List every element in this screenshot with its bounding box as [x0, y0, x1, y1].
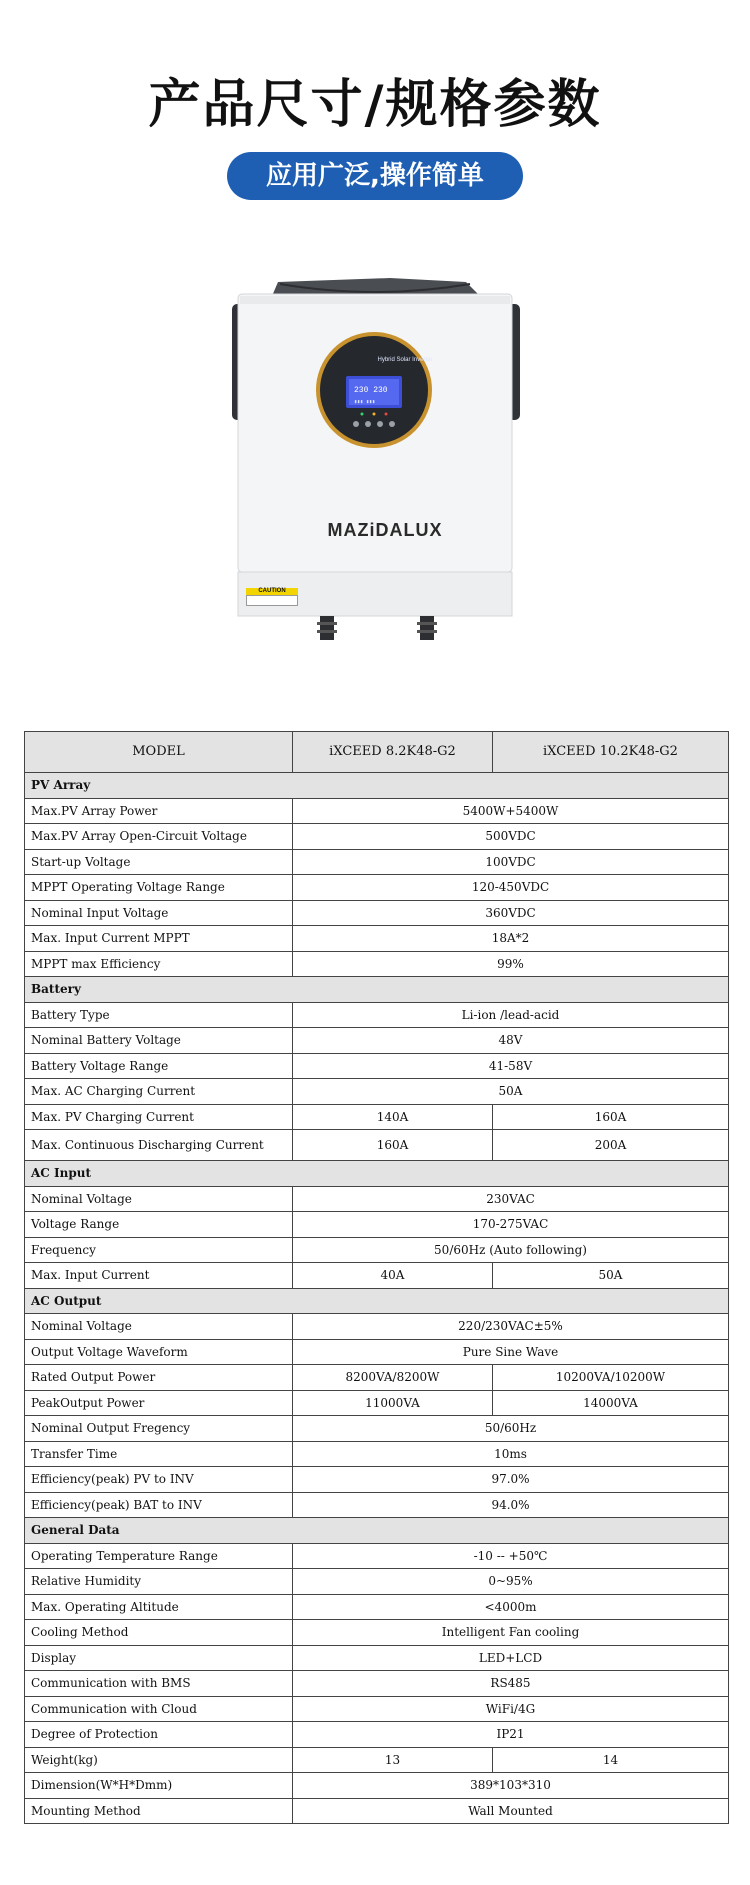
- table-row: [25, 1079, 729, 1105]
- row-value: 18A*2: [293, 926, 729, 952]
- table-row: [25, 1671, 729, 1697]
- section-title: Battery: [25, 977, 729, 1003]
- table-row: [25, 1798, 729, 1824]
- row-value: 120-450VDC: [293, 875, 729, 901]
- row-label: Cooling Method: [25, 1620, 293, 1646]
- section-row: [25, 773, 729, 799]
- row-value: 10ms: [293, 1441, 729, 1467]
- row-value: WiFi/4G: [293, 1696, 729, 1722]
- row-label: Nominal Battery Voltage: [25, 1028, 293, 1054]
- table-row: [25, 1773, 729, 1799]
- row-value: 14: [493, 1747, 729, 1773]
- row-label: Communication with Cloud: [25, 1696, 293, 1722]
- caution-label: [246, 588, 298, 606]
- table-row: [25, 1339, 729, 1365]
- row-value: 360VDC: [293, 900, 729, 926]
- table-row: [25, 900, 729, 926]
- row-label: Max.PV Array Open-Circuit Voltage: [25, 824, 293, 850]
- row-value: 200A: [493, 1130, 729, 1161]
- table-row: [25, 1053, 729, 1079]
- table-row: [25, 1696, 729, 1722]
- table-row: [25, 1390, 729, 1416]
- row-value: <4000m: [293, 1594, 729, 1620]
- row-value: 97.0%: [293, 1467, 729, 1493]
- svg-text:230 230: 230 230: [354, 386, 388, 395]
- row-label: Nominal Input Voltage: [25, 900, 293, 926]
- row-label: Max. AC Charging Current: [25, 1079, 293, 1105]
- row-value: 11000VA: [293, 1390, 493, 1416]
- row-value: 160A: [493, 1104, 729, 1130]
- row-value: 160A: [293, 1130, 493, 1161]
- row-value: IP21: [293, 1722, 729, 1748]
- page-title: 产品尺寸/规格参数: [148, 75, 602, 135]
- table-row: [25, 798, 729, 824]
- table-row: [25, 1722, 729, 1748]
- row-label: Nominal Output Fregency: [25, 1416, 293, 1442]
- table-row: [25, 1569, 729, 1595]
- table-row: [25, 951, 729, 977]
- row-label: Start-up Voltage: [25, 849, 293, 875]
- table-row: [25, 1441, 729, 1467]
- row-value: 40A: [293, 1263, 493, 1289]
- row-label: Efficiency(peak) PV to INV: [25, 1467, 293, 1493]
- row-value: 140A: [293, 1104, 493, 1130]
- table-row: [25, 1104, 729, 1130]
- svg-text:▮▮▮ ▮▮▮: ▮▮▮ ▮▮▮: [354, 399, 376, 405]
- table-row: [25, 849, 729, 875]
- row-label: Output Voltage Waveform: [25, 1339, 293, 1365]
- table-row: [25, 1028, 729, 1054]
- row-label: Battery Type: [25, 1002, 293, 1028]
- row-value: 14000VA: [493, 1390, 729, 1416]
- table-row: [25, 1237, 729, 1263]
- row-value: 10200VA/10200W: [493, 1365, 729, 1391]
- section-title: AC Output: [25, 1288, 729, 1314]
- row-label: Display: [25, 1645, 293, 1671]
- row-value: Intelligent Fan cooling: [293, 1620, 729, 1646]
- row-value: 500VDC: [293, 824, 729, 850]
- row-value: 94.0%: [293, 1492, 729, 1518]
- table-row: [25, 1186, 729, 1212]
- table-row: [25, 824, 729, 850]
- row-label: Operating Temperature Range: [25, 1543, 293, 1569]
- model-1-cell: iXCEED 8.2K48-G2: [293, 732, 493, 773]
- row-value: 8200VA/8200W: [293, 1365, 493, 1391]
- row-value: 100VDC: [293, 849, 729, 875]
- row-label: Nominal Voltage: [25, 1186, 293, 1212]
- section-row: [25, 1518, 729, 1544]
- row-label: Mounting Method: [25, 1798, 293, 1824]
- row-label: Voltage Range: [25, 1212, 293, 1238]
- table-row: [25, 1263, 729, 1289]
- table-row: [25, 1543, 729, 1569]
- row-label: Frequency: [25, 1237, 293, 1263]
- table-row: [25, 1212, 729, 1238]
- row-label: Transfer Time: [25, 1441, 293, 1467]
- table-row: [25, 926, 729, 952]
- row-value: 230VAC: [293, 1186, 729, 1212]
- row-label: Dimension(W*H*Dmm): [25, 1773, 293, 1799]
- row-value: 50A: [293, 1079, 729, 1105]
- section-row: [25, 977, 729, 1003]
- row-value: 170-275VAC: [293, 1212, 729, 1238]
- row-label: Relative Humidity: [25, 1569, 293, 1595]
- row-label: MPPT Operating Voltage Range: [25, 875, 293, 901]
- row-value: 5400W+5400W: [293, 798, 729, 824]
- row-label: PeakOutput Power: [25, 1390, 293, 1416]
- section-title: PV Array: [25, 773, 729, 799]
- row-label: Max.PV Array Power: [25, 798, 293, 824]
- table-row: [25, 1492, 729, 1518]
- row-label: Degree of Protection: [25, 1722, 293, 1748]
- row-value: Li-ion /lead-acid: [293, 1002, 729, 1028]
- brand-logo: MAZiDALUX: [327, 520, 443, 540]
- row-value: 0~95%: [293, 1569, 729, 1595]
- section-row: [25, 1288, 729, 1314]
- row-value: 50/60Hz (Auto following): [293, 1237, 729, 1263]
- row-value: 41-58V: [293, 1053, 729, 1079]
- row-value: Pure Sine Wave: [293, 1339, 729, 1365]
- table-row: [25, 1314, 729, 1340]
- row-value: 13: [293, 1747, 493, 1773]
- row-label: Max. Operating Altitude: [25, 1594, 293, 1620]
- table-row: [25, 1645, 729, 1671]
- section-title: AC Input: [25, 1161, 729, 1187]
- section-title: General Data: [25, 1518, 729, 1544]
- table-row: [25, 1416, 729, 1442]
- row-value: 389*103*310: [293, 1773, 729, 1799]
- table-row: [25, 1467, 729, 1493]
- table-header-row: [25, 732, 729, 773]
- section-row: [25, 1161, 729, 1187]
- row-value: 50/60Hz: [293, 1416, 729, 1442]
- subtitle-badge: 应用广泛,操作简单: [227, 152, 523, 200]
- row-value: -10 -- +50℃: [293, 1543, 729, 1569]
- row-value: Wall Mounted: [293, 1798, 729, 1824]
- panel-label: Hybrid Solar Inverter: [377, 357, 433, 363]
- table-row: [25, 875, 729, 901]
- row-label: Max. Input Current: [25, 1263, 293, 1289]
- row-label: Weight(kg): [25, 1747, 293, 1773]
- row-value: 48V: [293, 1028, 729, 1054]
- model-2-cell: iXCEED 10.2K48-G2: [493, 732, 729, 773]
- table-row: [25, 1002, 729, 1028]
- row-value: 220/230VAC±5%: [293, 1314, 729, 1340]
- row-value: 50A: [493, 1263, 729, 1289]
- row-label: Communication with BMS: [25, 1671, 293, 1697]
- table-row: [25, 1747, 729, 1773]
- row-label: Max. PV Charging Current: [25, 1104, 293, 1130]
- row-label: Battery Voltage Range: [25, 1053, 293, 1079]
- caution-title: CAUTION: [246, 588, 298, 595]
- row-value: RS485: [293, 1671, 729, 1697]
- spec-table: [24, 731, 729, 1824]
- table-row: [25, 1620, 729, 1646]
- row-value: 99%: [293, 951, 729, 977]
- row-label: Efficiency(peak) BAT to INV: [25, 1492, 293, 1518]
- row-label: MPPT max Efficiency: [25, 951, 293, 977]
- table-row: [25, 1130, 729, 1161]
- inverter-product-image: [220, 272, 530, 662]
- table-row: [25, 1594, 729, 1620]
- row-value: LED+LCD: [293, 1645, 729, 1671]
- row-label: Max. Continuous Discharging Current: [25, 1130, 293, 1161]
- row-label: Max. Input Current MPPT: [25, 926, 293, 952]
- model-label-cell: MODEL: [25, 732, 293, 773]
- row-label: Rated Output Power: [25, 1365, 293, 1391]
- row-label: Nominal Voltage: [25, 1314, 293, 1340]
- table-row: [25, 1365, 729, 1391]
